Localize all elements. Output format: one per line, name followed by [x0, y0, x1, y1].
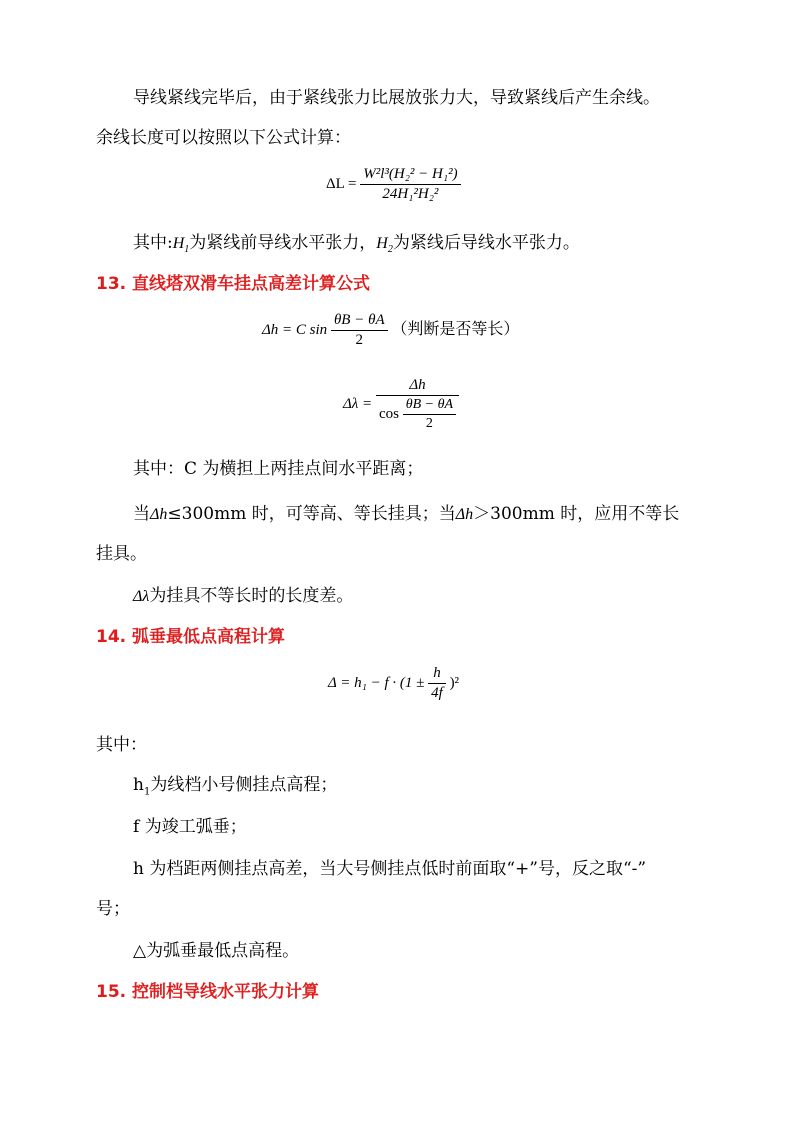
formula-sag-low-point [328, 665, 459, 702]
section-14-title: 14. 弧垂最低点高程计算 [96, 627, 286, 647]
formula-14-denominator: 4f [428, 683, 446, 702]
formula-13b-numerator: Δh [409, 377, 426, 393]
formula-13b-lhs: Δλ = [343, 395, 373, 412]
formula-13b-fraction [376, 377, 459, 432]
formula-13a-fraction [331, 312, 388, 349]
section-13-title: 13. 直线塔双滑车挂点高差计算公式 [96, 274, 371, 294]
formula-slack-length [326, 166, 461, 203]
where-prefix: 其中: [133, 233, 173, 253]
formula-13a-numerator: θB − θA [333, 312, 385, 328]
symbol-delta-lambda: Δλ [133, 588, 150, 605]
where-clause-1 [133, 231, 580, 262]
section-14-where: 其中： [96, 735, 147, 755]
formula-14-tail: )² [449, 674, 460, 691]
intro-line-1: 导线紧线完毕后，由于紧线张力比展放张力大，导致紧线后产生余线。 [133, 88, 660, 108]
section-13-p1: 其中：C 为横担上两挂点间水平距离； [133, 459, 424, 479]
section-13-p2: 当Δh≤300mm 时，可等高、等长挂具；当Δh＞300mm 时，应用不等长 [133, 504, 680, 524]
formula-13a-note: （判断是否等长） [391, 318, 520, 338]
section-14-item-4: △为弧垂最低点高程。 [133, 941, 300, 961]
formula-length-diff [343, 377, 459, 432]
formula-numerator: W²l³(H₂² − H₁²) [363, 166, 458, 182]
formula-fraction [360, 166, 460, 203]
formula-14-fraction [428, 665, 446, 702]
intro-line-2: 余线长度可以按照以下公式计算： [96, 128, 351, 148]
formula-13b-denominator: cos $\frac{\theta B - \theta A}{2}$ [376, 395, 459, 432]
symbol-delta-h-2: Δh [455, 506, 474, 523]
section-15-title: 15. 控制档导线水平张力计算 [96, 982, 320, 1002]
section-14-item-3-wrap: 号； [96, 899, 130, 919]
symbol-delta-h-1: Δh [150, 506, 168, 523]
formula-14-lhs: Δ = h₁ − f · (1 ± [328, 674, 425, 691]
symbol-h1: $H_1$ [172, 235, 190, 256]
symbol-h1-lower: $h_1$ [133, 775, 151, 798]
formula-height-diff [262, 312, 519, 349]
where-text-2: 为紧线后导线水平张力。 [392, 233, 580, 253]
formula-13a-lhs: Δh = C sin [262, 321, 328, 338]
section-13-p3: Δλ为挂具不等长时的长度差。 [133, 586, 354, 606]
formula-14-numerator: h [433, 665, 441, 681]
symbol-h2: $H_2$ [376, 235, 393, 256]
section-13-p2-wrap: 挂具。 [96, 544, 147, 564]
section-14-item-1: $h_1$为线档小号侧挂点高程； [133, 775, 338, 798]
formula-lhs: ΔL = [326, 175, 357, 192]
formula-13a-denominator: 2 [331, 330, 388, 349]
section-14-item-3: h 为档距两侧挂点高差，当大号侧挂点低时前面取“+”号，反之取“-” [133, 859, 647, 879]
where-text-1: 为紧线前导线水平张力， [189, 233, 377, 253]
formula-denominator: 24H₁²H₂² [360, 184, 460, 203]
section-14-item-2: f 为竣工弧垂； [133, 817, 247, 837]
